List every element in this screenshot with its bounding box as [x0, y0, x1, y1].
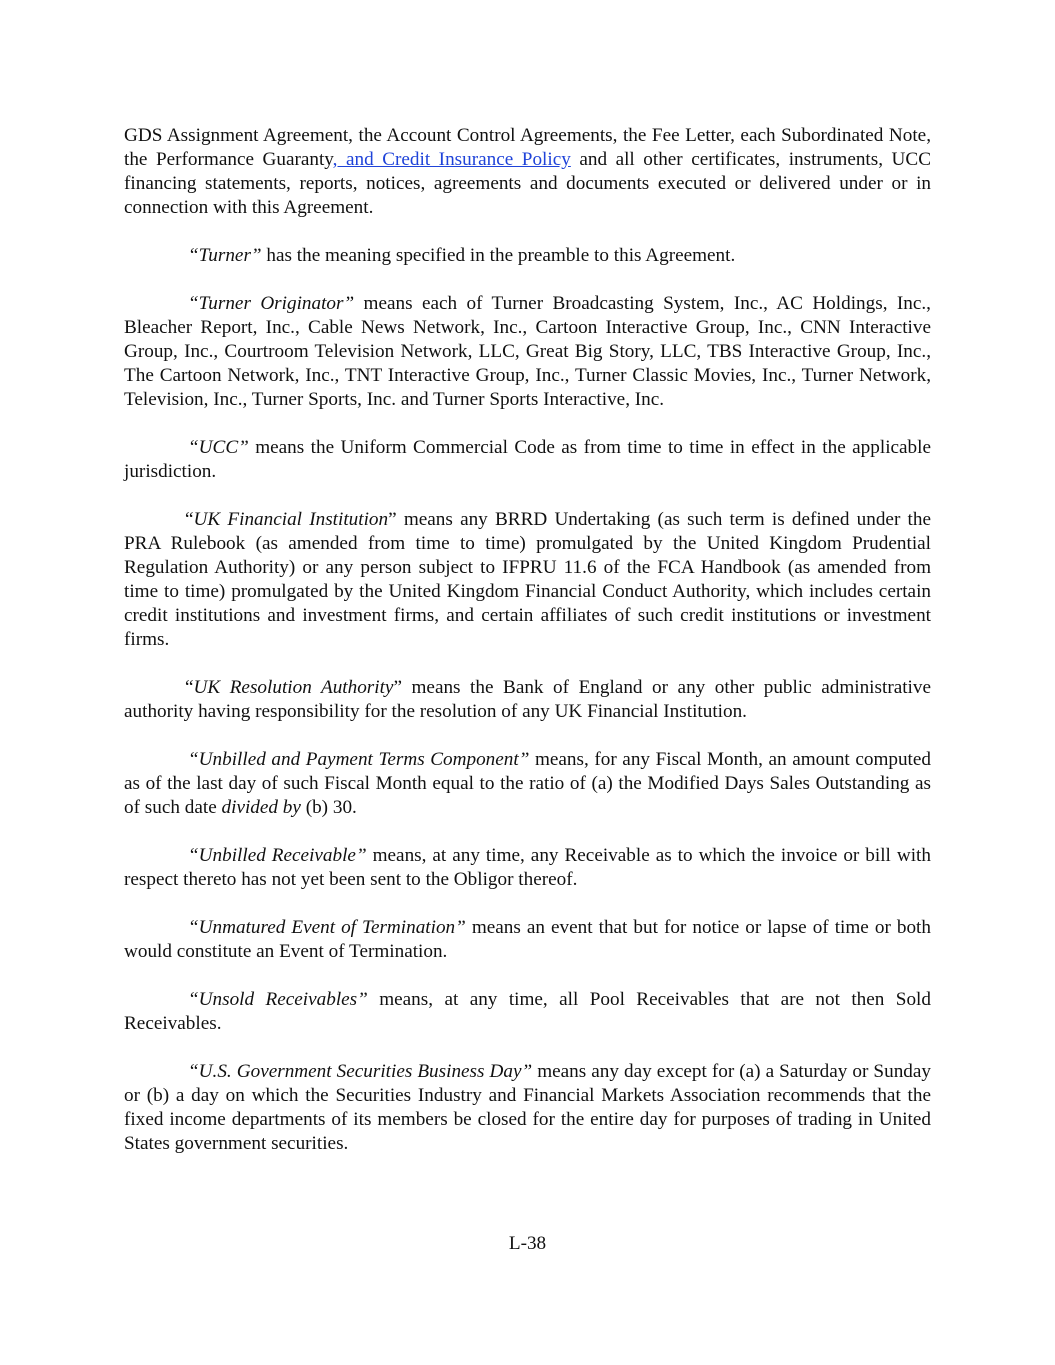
defined-term: UK Financial Institution [193, 509, 389, 530]
document-page [124, 124, 931, 1180]
open-quote: “ [185, 509, 194, 530]
definition-text: (b) 30. [300, 797, 357, 818]
defined-term: “UCC” [188, 437, 249, 458]
defined-term: “Unsold Receivables” [188, 989, 368, 1010]
paragraph-text: and all other certificates, instruments, UCC financing statements, reports, notices, agreements and documents executed or delivered under or in connection with this Agreement. [124, 149, 932, 218]
page-number: L-38 [508, 1233, 547, 1254]
defined-term: “Turner” [188, 245, 262, 266]
definition-text: means the Uniform Commercial Code as from time to time in effect in the applicable jurisdiction. [124, 437, 931, 482]
defined-term: UK Resolution Authority [193, 677, 394, 698]
emphasis-text: divided by [221, 797, 301, 818]
definition-unbilled-payment-terms [124, 748, 931, 820]
definition-uk-financial-institution [124, 508, 931, 652]
definition-unbilled-receivable [124, 844, 931, 892]
definition-turner-originator [124, 292, 931, 412]
definition-text: ” means the Bank of England or any other public administrative authority having responsibility for the resolution of any UK Financial Institution. [124, 677, 931, 722]
definition-text: means, at any time, all Pool Receivables that are not then Sold Receivables. [124, 989, 931, 1034]
paragraph-text: GDS Assignment Agreement, the Account Control Agreements, the Fee Letter, each Subordinated Note, the Performance Guaranty [124, 125, 931, 170]
definition-ucc [124, 436, 931, 484]
definition-text: means, for any Fiscal Month, an amount computed as of the last day of such Fiscal Month equal to the ratio of (a) the Modified Days Sales Outstanding as of such date [124, 749, 931, 818]
definition-text: has the meaning specified in the preamble to this Agreement. [261, 245, 736, 266]
definition-text: means each of Turner Broadcasting System, Inc., AC Holdings, Inc., Bleacher Report, Inc., Cable News Network, Inc., Cartoon Interactive Group, Inc., CNN Interactive Group, Inc., Courtroom Television Network, LLC, Great Big Story, LLC, TBS Interactive Group, Inc., The Cartoon Network, Inc., TNT Interactive Group, Inc., Turner Classic Movies, Inc., Turner Network, Television, Inc., Turner Sports, Inc. and Turner Sports Interactive, Inc. [124, 293, 931, 410]
definition-turner [124, 244, 931, 268]
definition-unmatured-event [124, 916, 931, 964]
definition-uk-resolution-authority [124, 676, 931, 724]
definition-text: ” means any BRRD Undertaking (as such term is defined under the PRA Rulebook (as amended from time to time) promulgated by the United Kingdom Prudential Regulation Authority) or any person subject to IFPRU 11.6 of the FCA Handbook (as amended from time to time) promulgated by the United Kingdom Financial Conduct Authority, which includes certain credit institutions and investment firms, and certain affiliates of such credit institutions or investment firms. [124, 509, 931, 650]
defined-term: “Unbilled and Payment Terms Component” [188, 749, 530, 770]
definition-unsold-receivables [124, 988, 931, 1036]
defined-term: “Turner Originator” [188, 293, 355, 314]
defined-term: “Unmatured Event of Termination” [188, 917, 466, 938]
definition-text: means, at any time, any Receivable as to which the invoice or bill with respect thereto has not yet been sent to the Obligor thereof. [124, 845, 931, 890]
definition-text: means an event that but for notice or lapse of time or both would constitute an Event of Termination. [124, 917, 931, 962]
open-quote: “ [185, 677, 194, 698]
definition-text: means any day except for (a) a Saturday or Sunday or (b) a day on which the Securities Industry and Financial Markets Association recommends that the fixed income departments of its members be closed for the entire day for purposes of trading in United States government securities. [124, 1061, 931, 1154]
paragraph-continuation [124, 124, 931, 220]
credit-insurance-policy-link[interactable]: , and Credit Insurance Policy [332, 149, 571, 170]
definition-us-gov-securities-day [124, 1060, 931, 1156]
defined-term: “Unbilled Receivable” [188, 845, 367, 866]
defined-term: “U.S. Government Securities Business Day” [188, 1061, 533, 1082]
